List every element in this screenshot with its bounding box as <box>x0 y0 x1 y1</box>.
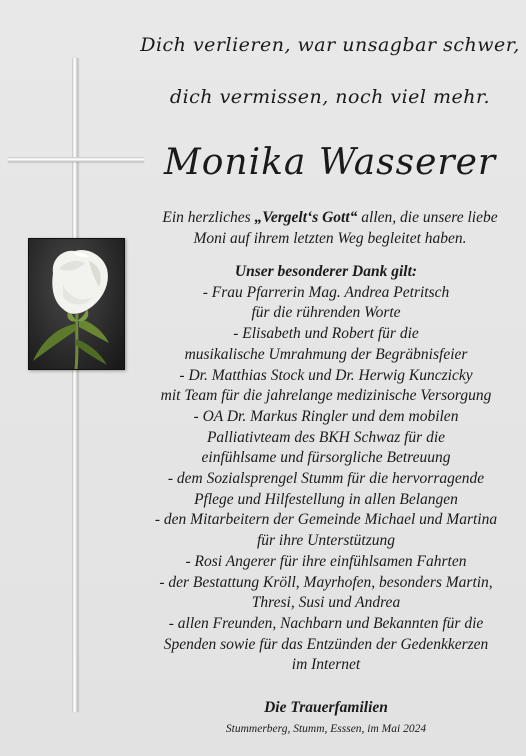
thanks-heading: Unser besonderer Dank gilt: <box>234 263 418 280</box>
verse-line-1: Dich verlieren, war unsagbar schwer, <box>140 34 520 56</box>
verse-line-2: dich vermissen, noch viel mehr. <box>169 86 491 108</box>
thanks-line: einfühlsame und fürsorgliche Betreuung <box>201 449 451 467</box>
thanks-line: - den Mitarbeitern der Gemeinde Michael und Martina <box>154 511 498 529</box>
signature: Die Trauerfamilien <box>264 699 388 716</box>
thanks-line: - Rosi Angerer für ihre einfühlsamen Fahrten <box>185 552 467 570</box>
intro-line-1-suffix: allen, die unsere liebe <box>357 209 498 226</box>
thanks-line: mit Team für die jahrelange medizinische Versorgung <box>160 387 492 405</box>
thanks-line: im Internet <box>291 656 361 674</box>
thanks-line: Spenden sowie für das Entzünden der Gedenkkerzen <box>163 635 489 653</box>
thanks-line: Pflege und Hilfestellung in allen Belangen <box>194 490 458 508</box>
intro-line-2: Moni auf ihrem letzten Weg begleitet haben. <box>193 230 467 247</box>
white-rose-image <box>28 238 125 370</box>
thanks-line: für die rührenden Worte <box>251 304 401 322</box>
intro-text <box>132 207 526 249</box>
thanks-line: - Dr. Matthias Stock und Dr. Herwig Kunczicky <box>179 366 473 384</box>
thanks-line: musikalische Umrahmung der Begräbnisfeier <box>184 345 468 363</box>
thanks-line: für ihre Unterstützung <box>256 532 396 550</box>
thanks-list <box>128 262 524 676</box>
thanks-line: - dem Sozialsprengel Stumm für die hervorragende <box>167 470 485 488</box>
intro-bold-phrase: „Vergelt‘s Gott“ <box>254 209 358 226</box>
deceased-name: Monika Wasserer <box>163 142 497 183</box>
thanks-line: - Frau Pfarrerin Mag. Andrea Petritsch <box>202 283 450 301</box>
thanks-line: - allen Freunden, Nachbarn und Bekannten für die <box>168 614 484 632</box>
cross-crossbar <box>8 157 144 162</box>
thanks-line: Palliativteam des BKH Schwaz für die <box>206 428 446 446</box>
thanks-line: - der Bestattung Kröll, Mayrhofen, besonders Martin, <box>159 573 493 591</box>
thanks-line: - OA Dr. Markus Ringler und dem mobilen <box>193 407 459 425</box>
thanks-line: Thresi, Susi und Andrea <box>251 594 401 612</box>
intro-prefix: Ein herzliches <box>162 209 255 226</box>
thanks-line: - Elisabeth und Robert für die <box>233 325 419 343</box>
place-date: Stummerberg, Stumm, Esssen, im Mai 2024 <box>225 723 427 735</box>
